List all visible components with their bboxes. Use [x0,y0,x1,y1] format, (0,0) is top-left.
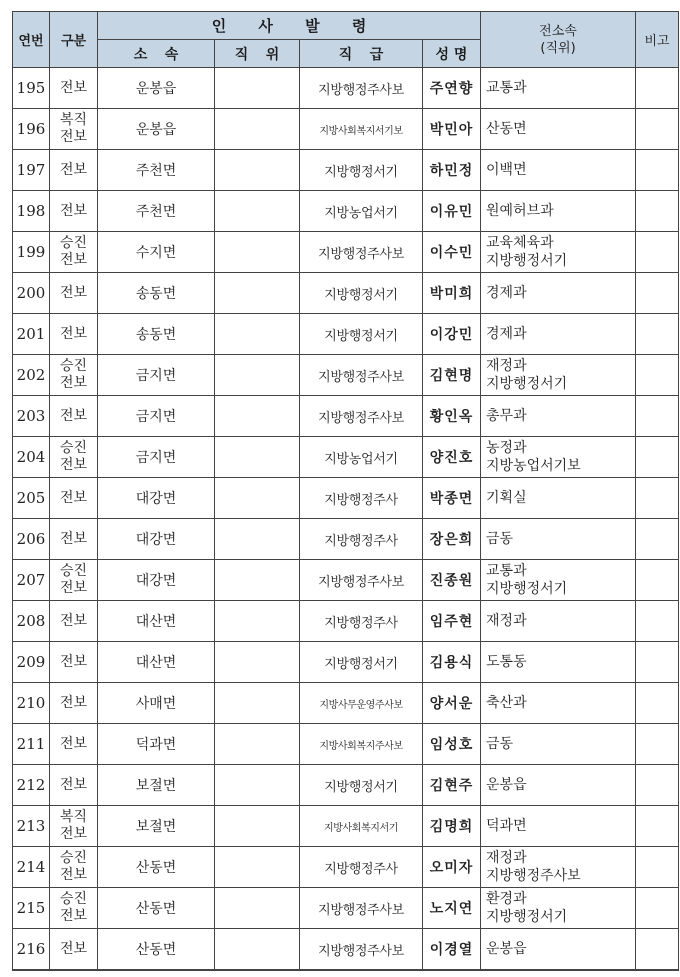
row-previous-dept-line1: 교통과 [486,80,527,96]
row-affiliation: 대강면 [98,519,215,560]
row-name: 박종면 [423,478,481,519]
row-remarks [636,109,679,150]
table-row [13,478,679,519]
row-name: 김용식 [423,642,481,683]
row-previous-dept-line1: 재정과 [486,850,527,866]
row-name: 이강민 [423,314,481,355]
row-affiliation: 금지면 [98,437,215,478]
row-number: 211 [13,724,50,765]
row-remarks [636,888,679,929]
row-affiliation: 산동면 [98,888,215,929]
row-affiliation: 금지면 [98,355,215,396]
row-affiliation: 운봉읍 [98,68,215,109]
row-previous-dept [481,68,636,109]
row-name: 양진호 [423,437,481,478]
row-type-line1: 전보 [59,407,88,424]
row-type [50,683,98,724]
row-position [215,642,300,683]
row-grade: 지방행정주사 [300,478,423,519]
row-affiliation: 산동면 [98,847,215,888]
row-remarks [636,437,679,478]
table-row [13,519,679,560]
row-type-line1: 승진 [59,891,88,907]
row-affiliation: 대강면 [98,560,215,601]
header-transfer-line1: 전소속 [539,23,577,39]
table-row [13,437,679,478]
header-type: 구분 [50,12,98,68]
row-remarks [636,314,679,355]
row-type-line1: 복직 [59,809,88,825]
row-grade: 지방행정주사보 [300,560,423,601]
row-name: 노지연 [423,888,481,929]
table-row [13,601,679,642]
row-type-line1: 전보 [59,284,88,301]
row-previous-dept [481,642,636,683]
row-affiliation: 수지면 [98,232,215,273]
row-previous-dept-line1: 운봉읍 [486,777,527,793]
row-affiliation: 운봉읍 [98,109,215,150]
table-row [13,724,679,765]
row-previous-dept-line1: 축산과 [486,695,527,711]
table-row [13,109,679,150]
row-position [215,109,300,150]
row-name: 김현주 [423,765,481,806]
row-previous-dept [481,150,636,191]
table-row [13,273,679,314]
row-previous-dept-line1: 교육체육과 [486,235,554,251]
row-number: 202 [13,355,50,396]
row-name: 주연향 [423,68,481,109]
row-name: 하민정 [423,150,481,191]
row-remarks [636,806,679,847]
row-remarks [636,191,679,232]
row-previous-dept-line2: 지방행정서기 [486,253,568,269]
row-type-line1: 전보 [59,530,88,547]
row-name: 양서운 [423,683,481,724]
row-type-line1: 승진 [59,563,88,579]
row-number: 213 [13,806,50,847]
table-body [13,68,679,971]
row-remarks [636,519,679,560]
row-previous-dept-line2: 지방행정서기 [486,581,568,597]
row-type-line2: 전보 [59,867,88,883]
row-type-line2: 전보 [59,457,88,473]
row-type [50,191,98,232]
row-previous-dept-line2: 지방행정주사보 [486,868,581,884]
row-previous-dept [481,109,636,150]
row-affiliation: 주천면 [98,191,215,232]
header-transfer [481,12,636,68]
row-previous-dept [481,232,636,273]
row-number: 204 [13,437,50,478]
row-type [50,273,98,314]
row-position [215,683,300,724]
row-name: 진종원 [423,560,481,601]
table-row [13,642,679,683]
row-remarks [636,560,679,601]
row-type-line1: 전보 [59,694,88,711]
row-remarks [636,232,679,273]
header-no: 연번 [13,12,50,68]
row-position [215,273,300,314]
header-name: 성 명 [423,40,481,68]
row-previous-dept [481,806,636,847]
row-grade: 지방행정서기 [300,314,423,355]
row-number: 203 [13,396,50,437]
row-type-line2: 전보 [59,252,88,268]
row-type-line2: 전보 [59,826,88,842]
table-row [13,191,679,232]
row-type [50,396,98,437]
row-previous-dept-line2: 지방행정서기 [486,376,568,392]
row-type-line1: 전보 [59,489,88,506]
header-row-top [13,12,679,40]
row-number: 216 [13,929,50,971]
row-number: 214 [13,847,50,888]
row-position [215,478,300,519]
row-number: 205 [13,478,50,519]
row-name: 임주현 [423,601,481,642]
row-previous-dept [481,191,636,232]
row-previous-dept-line1: 농정과 [486,440,527,456]
table-row [13,888,679,929]
row-remarks [636,642,679,683]
row-remarks [636,601,679,642]
row-affiliation: 금지면 [98,396,215,437]
row-affiliation: 보절면 [98,806,215,847]
row-grade: 지방행정주사보 [300,68,423,109]
header-affiliation: 소 속 [98,40,215,68]
row-previous-dept-line1: 기획실 [486,490,527,506]
row-grade: 지방사회복지서기보 [300,109,423,150]
row-grade: 지방사회복지서기 [300,806,423,847]
row-grade: 지방농업서기 [300,191,423,232]
row-grade: 지방행정주사보 [300,232,423,273]
row-grade: 지방농업서기 [300,437,423,478]
table-row [13,683,679,724]
table-row [13,150,679,191]
row-type-line2: 전보 [59,908,88,924]
row-grade: 지방행정주사 [300,847,423,888]
row-remarks [636,724,679,765]
personnel-appointment-table [12,11,679,971]
row-previous-dept-line1: 금동 [486,736,514,752]
row-type-line1: 전보 [59,202,88,219]
row-previous-dept-line1: 원예허브과 [486,203,554,219]
row-position [215,314,300,355]
table-row [13,232,679,273]
row-type [50,765,98,806]
row-position [215,560,300,601]
table-row [13,396,679,437]
row-position [215,929,300,971]
row-remarks [636,478,679,519]
row-type [50,724,98,765]
row-previous-dept-line2: 지방농업서기보 [486,458,581,474]
header-remarks: 비고 [636,12,679,68]
row-remarks [636,68,679,109]
row-name: 이경열 [423,929,481,971]
row-remarks [636,273,679,314]
row-affiliation: 대강면 [98,478,215,519]
row-type [50,888,98,929]
row-type [50,355,98,396]
row-type [50,232,98,273]
row-position [215,68,300,109]
row-number: 206 [13,519,50,560]
row-previous-dept [481,888,636,929]
row-grade: 지방행정서기 [300,765,423,806]
table-row [13,355,679,396]
row-number: 197 [13,150,50,191]
row-remarks [636,355,679,396]
row-name: 김현명 [423,355,481,396]
table-row [13,68,679,109]
row-remarks [636,683,679,724]
row-previous-dept-line2: 지방행정서기 [486,909,568,925]
row-type-line1: 전보 [59,161,88,178]
row-type-line1: 전보 [59,325,88,342]
row-affiliation: 덕과면 [98,724,215,765]
row-remarks [636,847,679,888]
row-type-line1: 전보 [59,940,88,957]
row-previous-dept [481,478,636,519]
row-previous-dept [481,273,636,314]
row-previous-dept [481,560,636,601]
row-remarks [636,396,679,437]
row-affiliation: 송동면 [98,273,215,314]
row-name: 황인옥 [423,396,481,437]
table-row [13,765,679,806]
table-row [13,929,679,971]
row-grade: 지방사무운영주사보 [300,683,423,724]
row-previous-dept-line1: 이백면 [486,162,527,178]
row-previous-dept-line1: 경제과 [486,326,527,342]
row-type [50,806,98,847]
row-remarks [636,929,679,971]
row-position [215,601,300,642]
row-previous-dept-line1: 재정과 [486,613,527,629]
row-name: 이유민 [423,191,481,232]
row-type [50,929,98,971]
table-row [13,847,679,888]
row-type-line2: 전보 [59,129,88,145]
row-number: 200 [13,273,50,314]
row-type [50,437,98,478]
row-position [215,191,300,232]
row-grade: 지방행정주사보 [300,396,423,437]
header-grade: 직 급 [300,40,423,68]
table-row [13,806,679,847]
row-affiliation: 주천면 [98,150,215,191]
row-type-line1: 전보 [59,612,88,629]
table-row [13,560,679,601]
row-name: 장은희 [423,519,481,560]
row-position [215,437,300,478]
row-previous-dept [481,929,636,971]
row-number: 212 [13,765,50,806]
row-name: 임성호 [423,724,481,765]
row-grade: 지방행정주사보 [300,888,423,929]
row-previous-dept-line1: 도통동 [486,654,527,670]
row-previous-dept [481,519,636,560]
row-number: 215 [13,888,50,929]
row-position [215,519,300,560]
row-type [50,109,98,150]
row-name: 박민아 [423,109,481,150]
row-position [215,806,300,847]
row-previous-dept [481,396,636,437]
row-previous-dept-line1: 경제과 [486,285,527,301]
row-number: 201 [13,314,50,355]
header-position: 직 위 [215,40,300,68]
row-type [50,150,98,191]
row-previous-dept-line1: 덕과면 [486,818,527,834]
row-affiliation: 대산면 [98,642,215,683]
row-previous-dept [481,314,636,355]
row-previous-dept [481,437,636,478]
row-type-line1: 전보 [59,653,88,670]
row-name: 김명희 [423,806,481,847]
row-grade: 지방행정서기 [300,642,423,683]
row-position [215,396,300,437]
row-number: 210 [13,683,50,724]
row-number: 196 [13,109,50,150]
row-remarks [636,765,679,806]
row-position [215,150,300,191]
row-position [215,724,300,765]
row-name: 박미희 [423,273,481,314]
row-grade: 지방행정서기 [300,273,423,314]
row-affiliation: 사매면 [98,683,215,724]
row-previous-dept [481,355,636,396]
row-previous-dept [481,683,636,724]
row-grade: 지방행정서기 [300,150,423,191]
row-type-line1: 전보 [59,79,88,96]
row-previous-dept-line1: 환경과 [486,891,527,907]
row-name: 오미자 [423,847,481,888]
header-appointment: 인 사 발 령 [98,12,481,40]
row-previous-dept [481,601,636,642]
row-type [50,519,98,560]
row-type-line2: 전보 [59,580,88,596]
row-type-line1: 승진 [59,850,88,866]
row-previous-dept [481,765,636,806]
row-type [50,601,98,642]
row-type-line2: 전보 [59,375,88,391]
row-type-line1: 전보 [59,776,88,793]
row-type-line1: 승진 [59,440,88,456]
row-previous-dept-line1: 교통과 [486,563,527,579]
row-type [50,68,98,109]
row-grade: 지방사회복지주사보 [300,724,423,765]
row-affiliation: 보절면 [98,765,215,806]
row-grade: 지방행정주사보 [300,929,423,971]
row-position [215,765,300,806]
row-previous-dept-line1: 재정과 [486,358,527,374]
row-number: 208 [13,601,50,642]
row-position [215,847,300,888]
row-previous-dept [481,847,636,888]
row-previous-dept-line1: 총무과 [486,408,527,424]
row-remarks [636,150,679,191]
row-number: 199 [13,232,50,273]
row-name: 이수민 [423,232,481,273]
row-affiliation: 산동면 [98,929,215,971]
row-type-line1: 복직 [59,112,88,128]
row-position [215,232,300,273]
table-row [13,314,679,355]
row-grade: 지방행정주사보 [300,355,423,396]
row-affiliation: 송동면 [98,314,215,355]
row-previous-dept-line1: 운봉읍 [486,941,527,957]
row-grade: 지방행정주사 [300,519,423,560]
row-type [50,847,98,888]
row-affiliation: 대산면 [98,601,215,642]
row-number: 207 [13,560,50,601]
row-type [50,642,98,683]
row-type-line1: 승진 [59,235,88,251]
row-position [215,888,300,929]
row-previous-dept-line1: 금동 [486,531,514,547]
row-type [50,478,98,519]
row-type-line1: 승진 [59,358,88,374]
row-type-line1: 전보 [59,735,88,752]
header-transfer-line2: (직위) [540,40,576,56]
row-grade: 지방행정주사 [300,601,423,642]
row-number: 195 [13,68,50,109]
row-number: 198 [13,191,50,232]
row-position [215,355,300,396]
row-number: 209 [13,642,50,683]
row-type [50,314,98,355]
row-type [50,560,98,601]
row-previous-dept-line1: 산동면 [486,121,527,137]
row-previous-dept [481,724,636,765]
